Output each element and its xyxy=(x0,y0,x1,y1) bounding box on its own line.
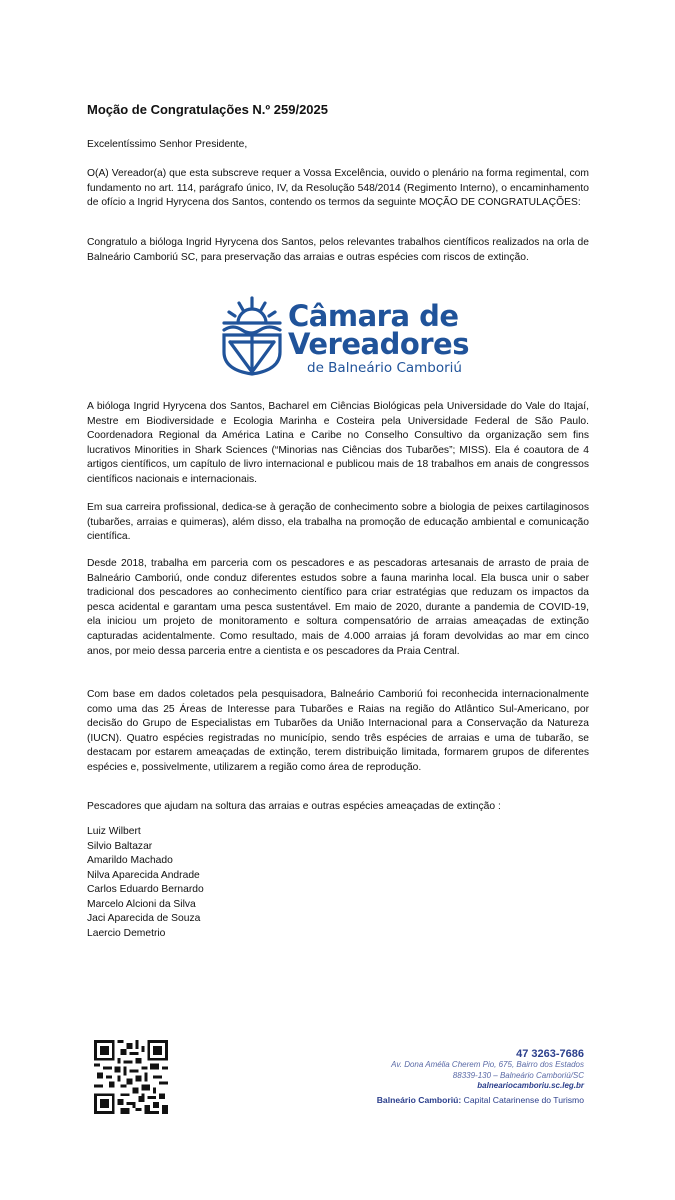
qr-code-icon[interactable] xyxy=(94,1040,168,1114)
list-item: Marcelo Alcioni da Silva xyxy=(87,898,196,910)
recognition-paragraph: Com base em dados coletados pela pesquisadora, Balneário Camboriú foi reconhecida internacionalmente como uma das 25 Áreas de Interesse para Tubarões e Raias na região do Atlântico Sul-Americano, por decisão do Grupo de Especialistas em Tubarões da União Internacional para a Conservação da Natureza (IUCN). Quatro espécies registradas no município, sendo três espécies de arraias e uma de tubarão, se destacam por estarem ameaçadas de extinção, terem distribuição limitada, formarem grupos de diferentes espécies e, possivelmente, utilizarem a região como área de reprodução. xyxy=(87,689,589,773)
list-item: Jaci Aparecida de Souza xyxy=(87,913,201,924)
footer-tagline-bold: Balneário Camboriú: xyxy=(376,1094,462,1105)
list-item: Laercio Demetrio xyxy=(87,927,166,939)
footer-address-1: Av. Dona Amélia Cherem Pio, 675, Bairro dos Estados xyxy=(391,1060,584,1069)
intro-paragraph: O(A) Vereador(a) que esta subscreve requer a Vossa Excelência, ouvido o plenário na forma regimental, com fundamento no art. 114, parágrafo único, IV, da Resolução 548/2014 (Regimento Interno), o encaminhamento de ofício a Ingrid Hyrycena dos Santos, contendo os termos da seguinte MOÇÃO DE CONGRATULAÇÕES: xyxy=(87,168,589,209)
footer-phone[interactable]: 47 3263-7686 xyxy=(516,1048,584,1060)
footer-tagline xyxy=(377,1094,584,1107)
fishermen-list xyxy=(87,825,204,941)
footer-tagline-rest: Capital Catarinense do Turismo xyxy=(461,1094,584,1105)
chamber-logo xyxy=(220,296,469,380)
list-item: Luiz Wilbert xyxy=(87,826,141,837)
fishermen-lead: Pescadores que ajudam na soltura das arraias e outras espécies ameaçadas de extinção : xyxy=(87,801,501,812)
footer-address-2: 88339-130 – Balneário Camboriú/SC xyxy=(452,1070,584,1080)
salutation: Excelentíssimo Senhor Presidente, xyxy=(87,139,248,150)
list-item: Nilva Aparecida Andrade xyxy=(87,869,200,881)
partnership-paragraph: Desde 2018, trabalha em parceria com os pescadores e as pescadoras artesanais de arrasto de praia de Balneário Camboriú, onde conduz diferentes estudos sobre a fauna marinha local. Ela busca unir o saber tradicional dos pescadores ao conhecimento científico para criar estratégias que reduzam os impactos da pesca acidental e garantam uma pesca sustentável. Em maio de 2020, durante a pandemia de COVID-19, ela iniciou um projeto de monitoramento e soltura compensatório de arraias ameaçadas de extinção capturadas acidentalmente. Como resultado, mais de 4.000 arraias já foram devolvidas ao mar em cinco anos, por meio dessa parceria entre a cientista e os pescadores da Praia Central. xyxy=(87,558,589,657)
logo-line-3: de Balneário Camboriú xyxy=(307,360,462,376)
logo-line-2: Vereadores xyxy=(288,327,469,361)
congratulation-paragraph: Congratulo a bióloga Ingrid Hyrycena dos Santos, pelos relevantes trabalhos científicos realizados na orla de Balneário Camboriú SC, para preservação das arraias e outras espécies com riscos de extinção. xyxy=(87,237,589,263)
list-item: Silvio Baltazar xyxy=(87,840,153,852)
chamber-emblem-icon xyxy=(220,296,284,376)
logo-line-1: Câmara de xyxy=(288,299,459,333)
bio-paragraph: A bióloga Ingrid Hyrycena dos Santos, Bacharel em Ciências Biológicas pela Universidade do Vale do Itajaí, Mestre em Biodiversidade e Ecologia Marinha e Costeira pela Universidade Federal de São Paulo. Coordenadora Regional da América Latina e Caribe no Conselho Consultivo da organização sem fins lucrativos Minorities in Shark Sciences (“Minorias nas Ciências dos Tubarões”; MISS). Ela é coautora de 4 artigos científicos, um capítulo de livro internacional e publicou mais de 18 trabalhos em anais de congressos científicos nacionais e internacionais. xyxy=(87,401,589,485)
document-title: Moção de Congratulações N.º 259/2025 xyxy=(87,102,329,117)
career-paragraph: Em sua carreira profissional, dedica-se à geração de conhecimento sobre a biologia de peixes cartilaginosos (tubarões, arraias e quimeras), além disso, ela trabalha na promoção de educação ambiental e comunicação científica. xyxy=(87,502,589,543)
list-item: Amarildo Machado xyxy=(87,855,173,866)
footer-contact xyxy=(377,1048,584,1107)
footer-website-link[interactable]: balneariocamboriu.sc.leg.br xyxy=(477,1081,584,1090)
list-item: Carlos Eduardo Bernardo xyxy=(87,884,204,895)
